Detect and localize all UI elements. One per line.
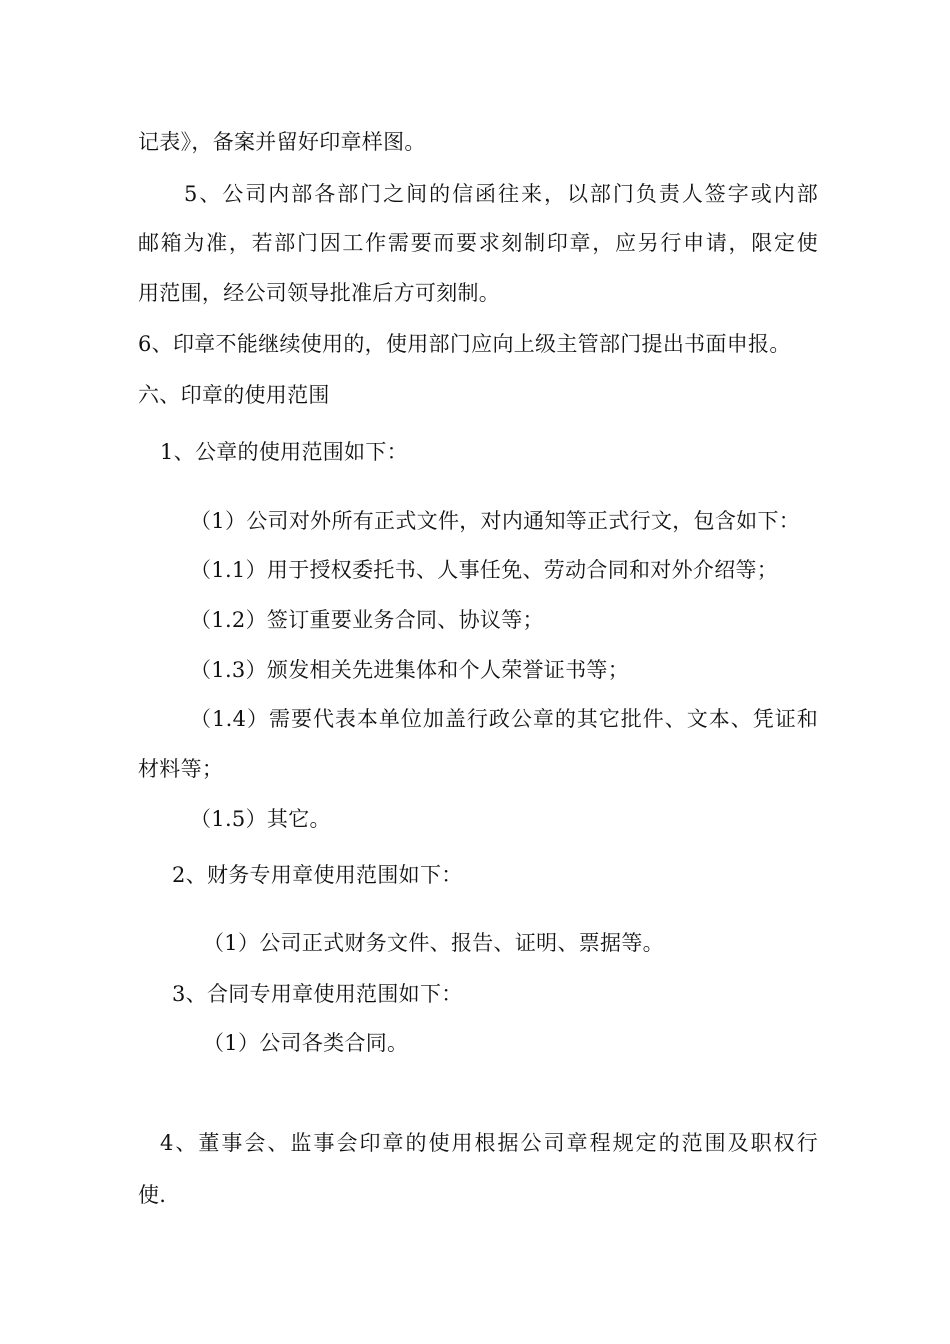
paragraph-line: 用范围，经公司领导批准后方可刻制。: [138, 281, 501, 305]
list-item: （1.4）需要代表本单位加盖行政公章的其它批件、文本、凭证和: [190, 707, 818, 731]
list-item: 2、财务专用章使用范围如下：: [172, 863, 463, 887]
list-item: （1.2）签订重要业务合同、协议等；: [190, 608, 544, 632]
list-item: 材料等；: [138, 757, 224, 781]
list-item: （1.3）颁发相关先进集体和个人荣誉证书等；: [190, 658, 629, 682]
paragraph-line: 邮箱为准，若部门因工作需要而要求刻制印章，应另行申请，限定使: [138, 231, 818, 255]
paragraph-line: 使.: [138, 1183, 167, 1207]
list-item: 1、公章的使用范围如下：: [160, 440, 408, 464]
paragraph-line: 6、印章不能继续使用的，使用部门应向上级主管部门提出书面申报。: [138, 332, 791, 356]
list-item: （1）公司各类合同。: [203, 1031, 409, 1055]
list-item: 4、董事会、监事会印章的使用根据公司章程规定的范围及职权行: [160, 1131, 818, 1155]
list-item: （1）公司对外所有正式文件，对内通知等正式行文，包含如下：: [190, 509, 801, 533]
section-heading: 六、印章的使用范围: [138, 383, 330, 407]
list-item: （1.5）其它。: [190, 807, 331, 831]
paragraph-line: 记表》，备案并留好印章样图。: [138, 130, 426, 154]
list-item: （1）公司正式财务文件、报告、证明、票据等。: [203, 931, 664, 955]
paragraph-line: 5、公司内部各部门之间的信函往来，以部门负责人签字或内部: [184, 182, 818, 206]
list-item: （1.1）用于授权委托书、人事任免、劳动合同和对外介绍等；: [190, 558, 779, 582]
list-item: 3、合同专用章使用范围如下：: [172, 982, 463, 1006]
